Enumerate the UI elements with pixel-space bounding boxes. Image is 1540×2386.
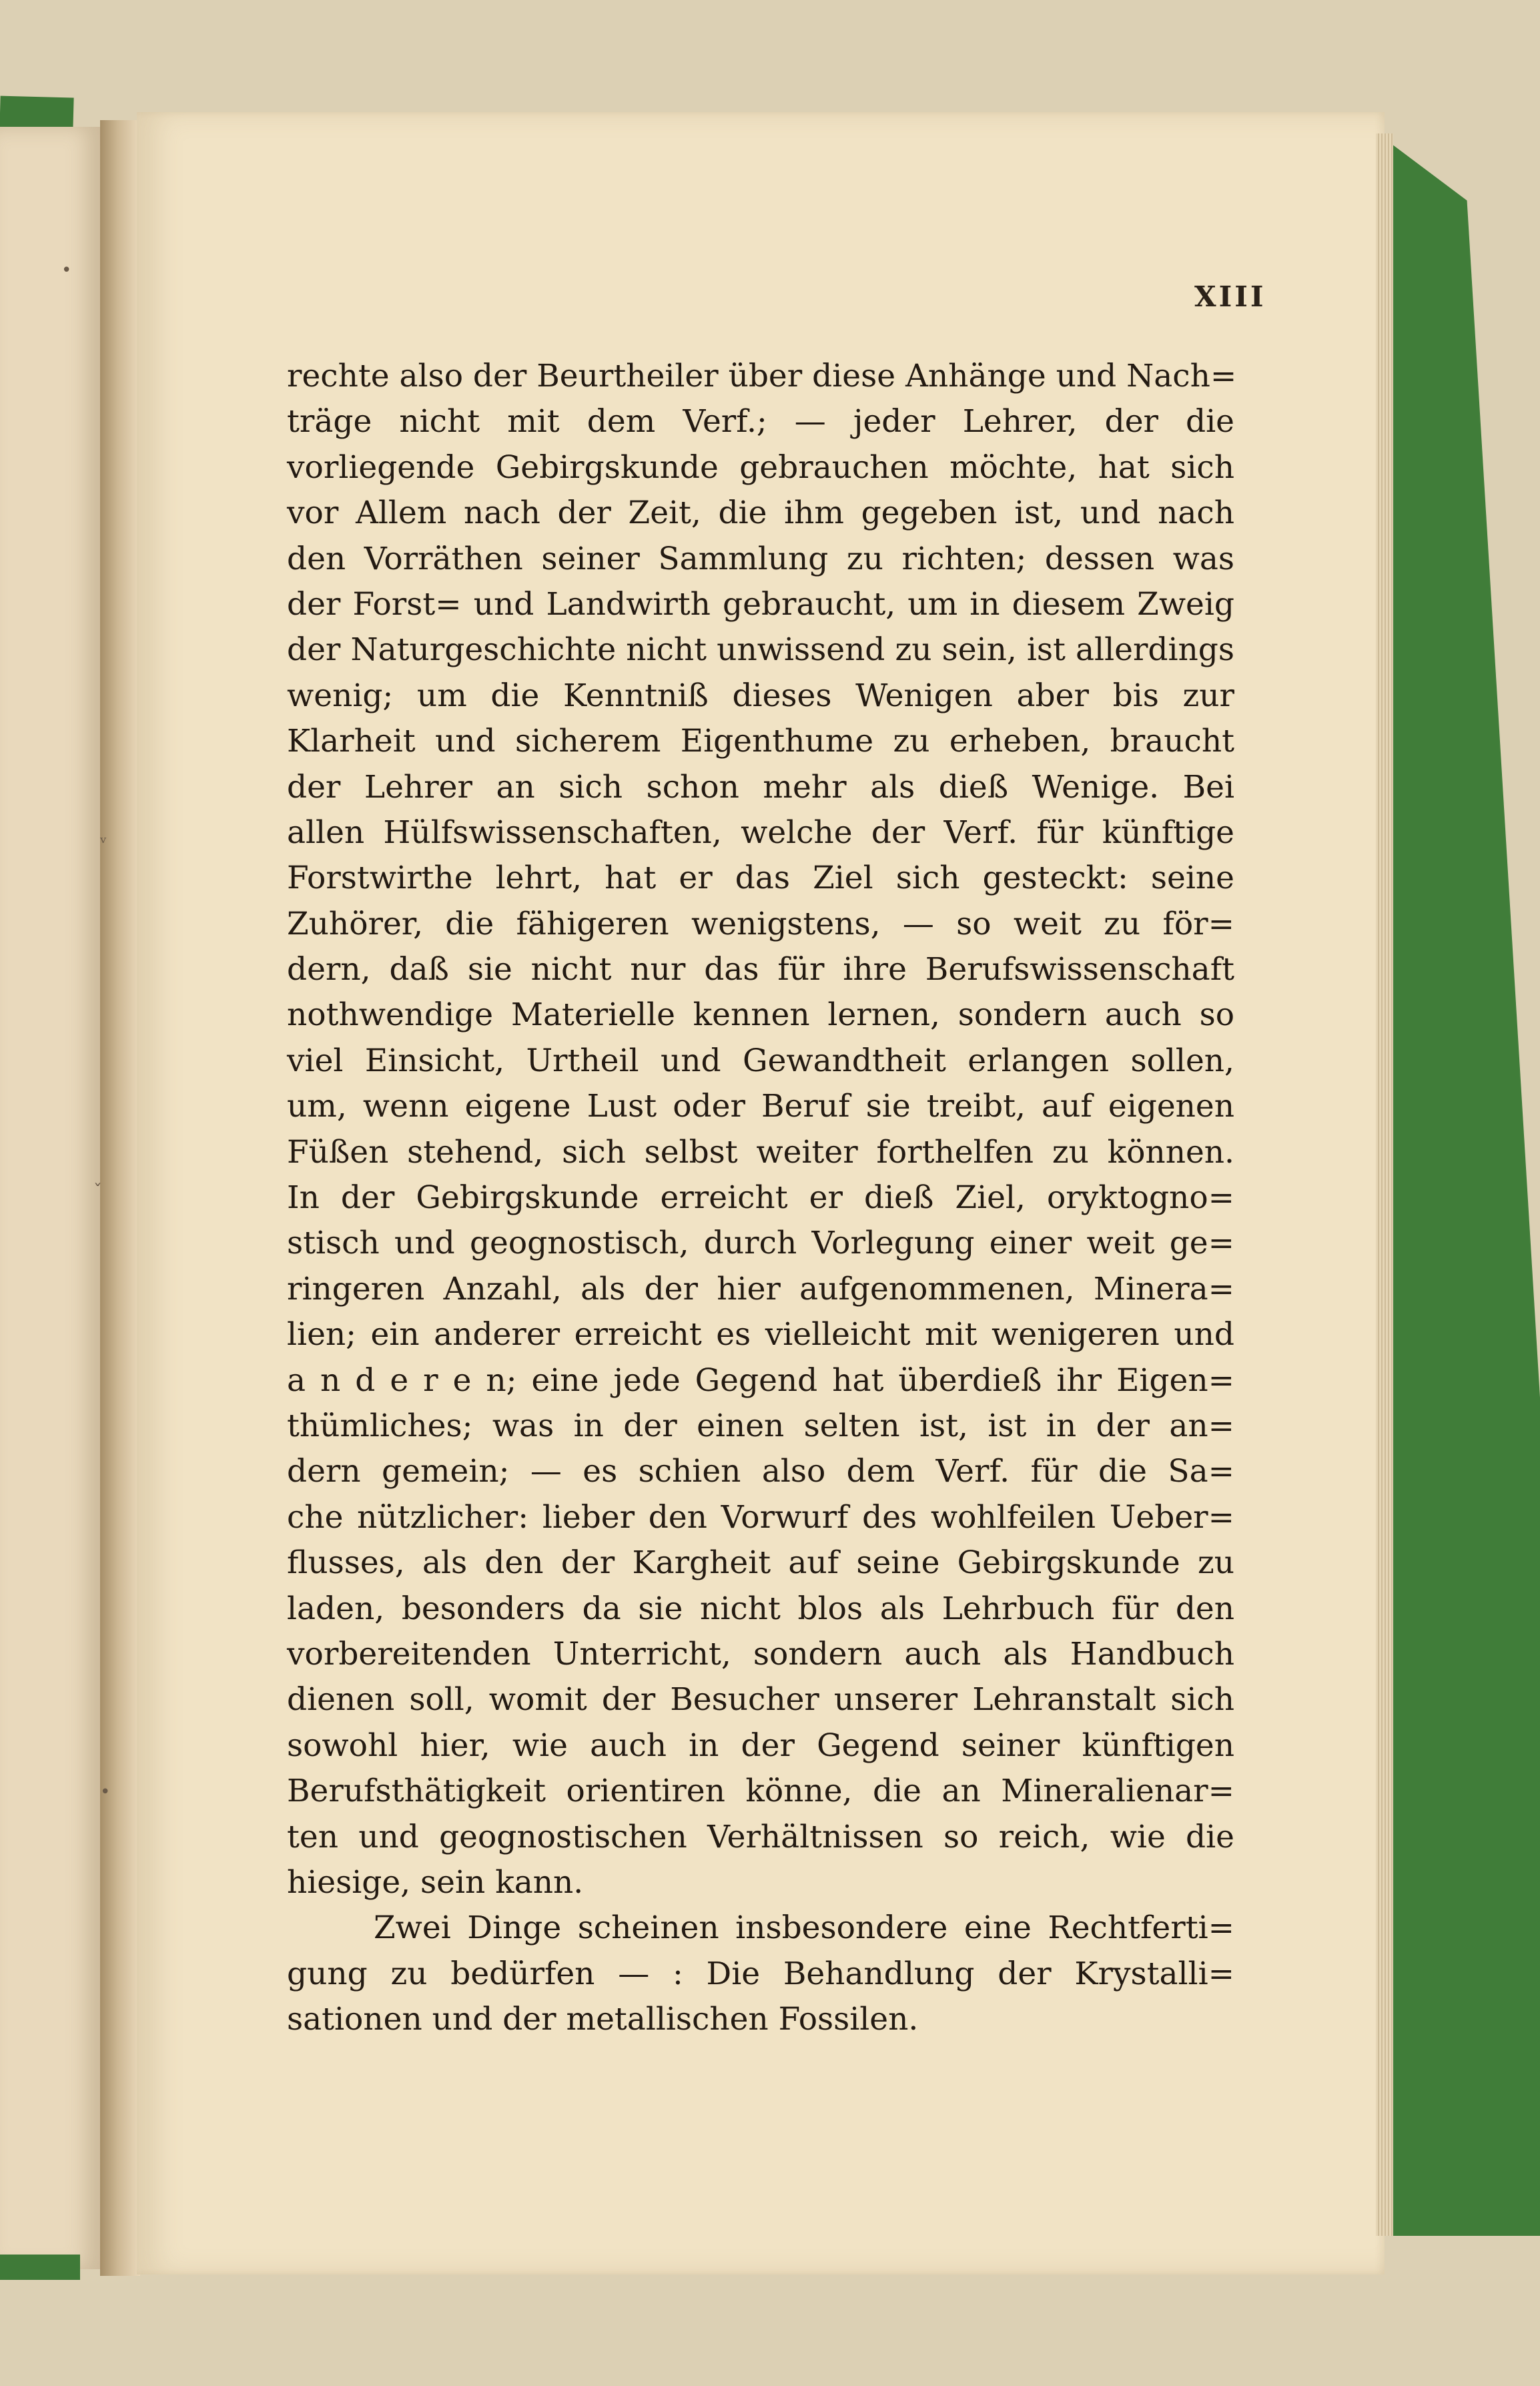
left-page xyxy=(0,127,100,2269)
text-line: vor Allem nach der Zeit, die ihm gegeben ist, und nach xyxy=(287,495,1234,532)
text-line: thümliches; was in der einen selten ist, ist in der an= xyxy=(287,1407,1234,1444)
text-line: Füßen stehend, sich selbst weiter forthelfen zu können. xyxy=(287,1133,1234,1171)
text-line: allen Hülfswissenschaften, welche der Verf. für künftige xyxy=(287,814,1234,851)
text-line: ringeren Anzahl, als der hier aufgenommenen, Minera= xyxy=(287,1270,1234,1307)
text-line: sowohl hier, wie auch in der Gegend seiner künftigen xyxy=(287,1727,1234,1764)
margin-mark: ˇ xyxy=(93,1181,102,1201)
text-line: dern gemein; — es schien also dem Verf. für die Sa= xyxy=(287,1453,1234,1490)
text-line: träge nicht mit dem Verf.; — jeder Lehrer, der die xyxy=(287,403,1234,440)
margin-mark: ᵥ xyxy=(100,828,107,848)
body-text xyxy=(287,354,1237,2042)
margin-mark: • xyxy=(61,260,72,280)
text-line: a n d e r e n; eine jede Gegend hat überdieß ihr Eigen= xyxy=(287,1362,1234,1399)
left-cover-edge xyxy=(0,96,74,131)
book-gutter xyxy=(100,120,140,2276)
page-number: XIII xyxy=(1194,280,1266,313)
text-line: um, wenn eigene Lust oder Beruf sie treibt, auf eigenen xyxy=(287,1088,1234,1125)
margin-mark: • xyxy=(100,1782,111,1802)
text-line: der Forst= und Landwirth gebraucht, um in diesem Zweig xyxy=(287,585,1234,623)
page-edges xyxy=(1376,133,1393,2236)
text-line: Berufsthätigkeit orientiren könne, die an Mineralienar= xyxy=(287,1773,1234,1810)
right-cover-edge xyxy=(1387,140,1540,2236)
text-line: Klarheit und sicherem Eigenthume zu erheben, braucht xyxy=(287,723,1234,760)
text-line: vorbereitenden Unterricht, sondern auch als Handbuch xyxy=(287,1635,1234,1673)
text-line: sationen und der metallischen Fossilen. xyxy=(287,2001,919,2038)
text-line: flusses, als den der Kargheit auf seine Gebirgskunde zu xyxy=(287,1544,1234,1582)
text-line: stisch und geognostisch, durch Vorlegung einer weit ge= xyxy=(287,1225,1234,1262)
text-line: wenig; um die Kenntniß dieses Wenigen aber bis zur xyxy=(287,677,1234,714)
text-line: In der Gebirgskunde erreicht er dieß Ziel, oryktogno= xyxy=(287,1179,1234,1217)
text-line: rechte also der Beurtheiler über diese Anhänge und Nach= xyxy=(287,358,1237,394)
left-cover-bottom-edge xyxy=(0,2255,80,2280)
text-line: vorliegende Gebirgskunde gebrauchen möchte, hat sich xyxy=(287,449,1234,486)
text-line: lien; ein anderer erreicht es vielleicht mit wenigeren und xyxy=(287,1316,1234,1354)
text-line: Zuhörer, die fähigeren wenigstens, — so weit zu för= xyxy=(287,905,1234,942)
text-line: dern, daß sie nicht nur das für ihre Berufswissenschaft xyxy=(287,951,1234,988)
text-line: che nützlicher: lieber den Vorwurf des wohlfeilen Ueber= xyxy=(287,1498,1234,1536)
text-line: gung zu bedürfen — : Die Behandlung der Krystalli= xyxy=(287,1955,1234,1992)
text-line: Forstwirthe lehrt, hat er das Ziel sich gesteckt: seine xyxy=(287,860,1234,897)
text-line: dienen soll, womit der Besucher unserer Lehranstalt sich xyxy=(287,1681,1234,1719)
text-line: der Lehrer an sich schon mehr als dieß Wenige. Bei xyxy=(287,768,1234,806)
text-line: laden, besonders da sie nicht blos als Lehrbuch für den xyxy=(287,1590,1234,1627)
text-line: hiesige, sein kann. xyxy=(287,1863,584,1901)
text-line: den Vorräthen seiner Sammlung zu richten; dessen was xyxy=(287,540,1234,577)
text-line: nothwendige Materielle kennen lernen, sondern auch so xyxy=(287,996,1234,1034)
text-line: viel Einsicht, Urtheil und Gewandtheit erlangen sollen, xyxy=(287,1042,1234,1079)
text-line: ten und geognostischen Verhältnissen so reich, wie die xyxy=(287,1818,1234,1855)
text-line: der Naturgeschichte nicht unwissend zu sein, ist allerdings xyxy=(287,631,1234,669)
text-line: Zwei Dinge scheinen insbesondere eine Rechtferti= xyxy=(374,1909,1234,1947)
